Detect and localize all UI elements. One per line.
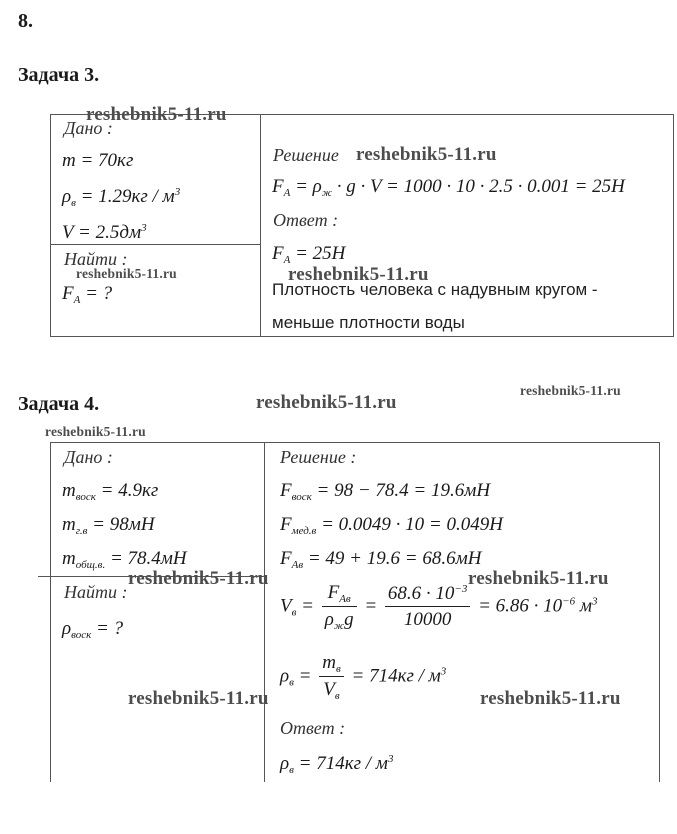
task3-conclusion-line2: меньше плотности воды [272,313,465,332]
task3-find-label: Найти : [64,249,128,269]
task4-step-4-volume: $V_в$ = $\frac{F_{Ав}}{\rho_жg}$ = $\frac{68.6 \cdot 10^{-3}}{10000}$ = $6.86 \cdot 10^{-6}$ $м^3$ [280,582,598,632]
task3-conclusion-line1: Плотность человека с надувным кругом - [272,280,598,299]
watermark: reshebnik5-11.ru [288,264,429,285]
task3-volume: $V = 2.5дм^3$ [62,222,147,243]
task3-answer: $F_A = 25H$ [272,243,346,266]
task4-heading: Задача 4. [18,393,100,415]
watermark: reshebnik5-11.ru [128,568,269,589]
task4-step-1: $F_{воск} = 98 - 78.4 = 19.6мН$ [280,480,491,503]
watermark: reshebnik5-11.ru [86,104,227,125]
task4-step-2: $F_{мед.в} = 0.0049 \cdot 10 = 0.049H$ [280,514,503,537]
fraction-mass-over-volume: $\frac{m_в}{V_в}$ [319,652,344,702]
watermark: reshebnik5-11.ru [256,392,397,413]
task3-mass: m = 70кг [62,150,134,171]
task3-solution-label: Решение [273,145,339,165]
task3-density: $\rho_в = 1.29кг / м^3$ [62,186,181,209]
watermark: reshebnik5-11.ru [468,568,609,589]
task4-given-label: Дано : [64,447,113,467]
task3-answer-label: Ответ : [273,210,339,230]
watermark: reshebnik5-11.ru [480,688,621,709]
task4-solution-label: Решение : [280,447,357,467]
task4-step-3: $F_{Ав} = 49 + 19.6 = 68.6мН$ [280,548,482,571]
task4-answer: $\rho_в = 714кг / м^3$ [280,753,394,776]
watermark: reshebnik5-11.ru [76,266,177,281]
task4-find-expr: $\rho_{воск}$ = ? [62,618,124,641]
task3-heading: Задача 3. [18,64,100,86]
task4-step-5-density: $\rho_в$ = $\frac{m_в}{V_в}$ = $714кг / м^3$ [280,652,447,702]
watermark: reshebnik5-11.ru [128,688,269,709]
watermark: reshebnik5-11.ru [45,424,146,439]
page-number: 8. [18,10,33,32]
task4-find-label: Найти : [64,582,128,602]
task4-answer-label: Ответ : [280,718,346,738]
task4-given-wax-mass: $m_{воск} = 4.9кг$ [62,480,159,503]
watermark: reshebnik5-11.ru [356,144,497,165]
task4-given-total-weight: $m_{общ.в.} = 78.4мН$ [62,548,187,571]
fraction-numeric-volume: $\frac{68.6 \cdot 10^{-3}}{10000}$ [385,583,470,631]
watermark: reshebnik5-11.ru [520,383,621,398]
task4-given-weight: $m_{г.в} = 98мН$ [62,514,155,537]
task3-formula: $F_A = \rho_ж \cdot g \cdot V = 1000 \cdot 10 \cdot 2.5 \cdot 0.001 = 25H$ [272,176,625,199]
task3-find-expr: $F_A$ = ? [62,283,113,306]
task3-given-label: Дано : [64,118,113,138]
fraction-archimedes-over-rho-g: $\frac{F_{Ав}}{\rho_жg}$ [322,582,357,632]
